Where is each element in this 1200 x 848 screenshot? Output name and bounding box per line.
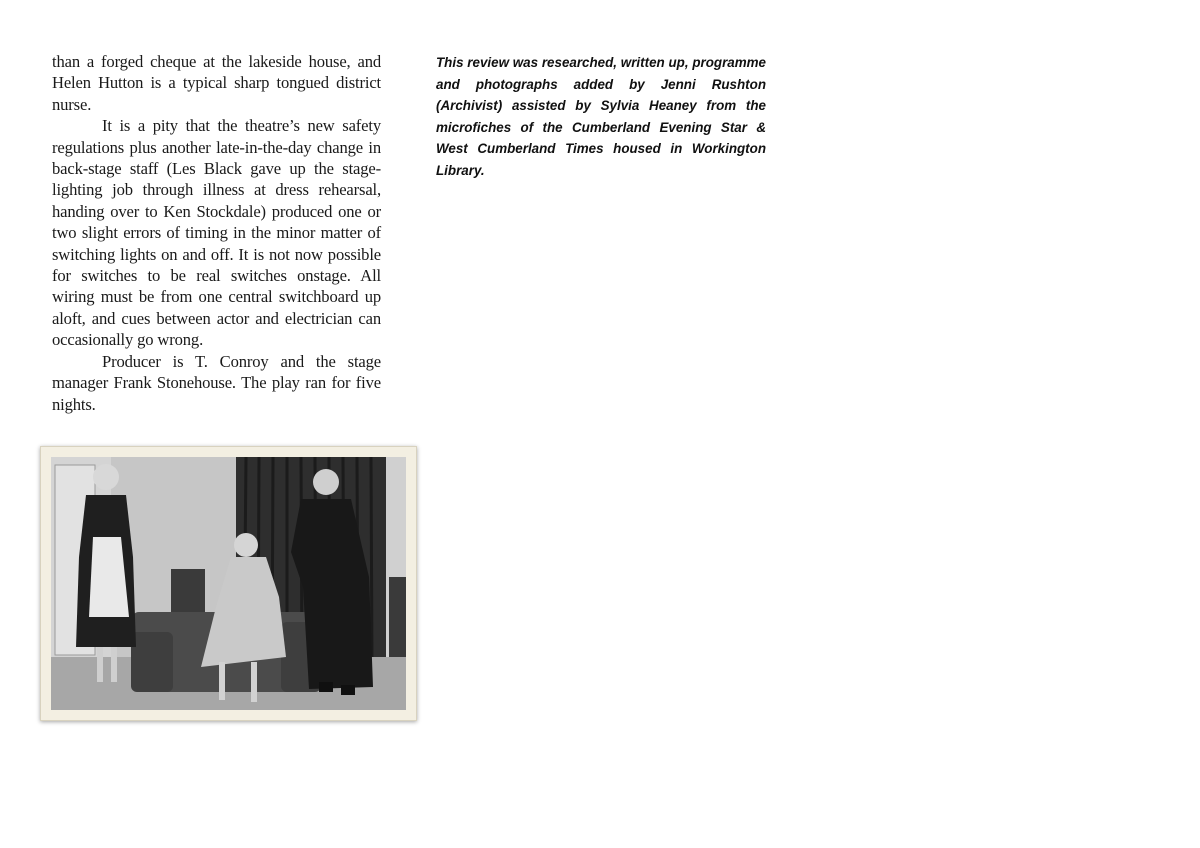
review-paragraph-1: than a forged cheque at the lakeside house, and Helen Hutton is a typical sharp tongued district nurse. [52,52,381,114]
stage-photograph [40,446,417,721]
review-text-column [52,51,381,415]
review-paragraph-2: It is a pity that the theatre’s new safety regulations plus another late-in-the-day change in back-stage staff (Les Black gave up the stage-lighting job through illness at dress rehearsal, handing over to Ken Stockdale) produced one or two slight errors of timing in the minor matter of switching lights on and off. It is not now possible for switches to be real switches onstage. All wiring must be from one central switchboard up aloft, and cues between actor and electrician can occasionally go wrong. [52,116,381,350]
review-paragraph-3: Producer is T. Conroy and the stage manager Frank Stonehouse. The play ran for five nights. [52,351,381,414]
credits-note: This review was researched, written up, programme and photographs added by Jenni Rushton (Archivist) assisted by Sylvia Heaney from the microfiches of the Cumberland Evening Star & West Cumberland Times housed in Workington Library. [436,55,766,178]
photograph-image [51,457,406,710]
